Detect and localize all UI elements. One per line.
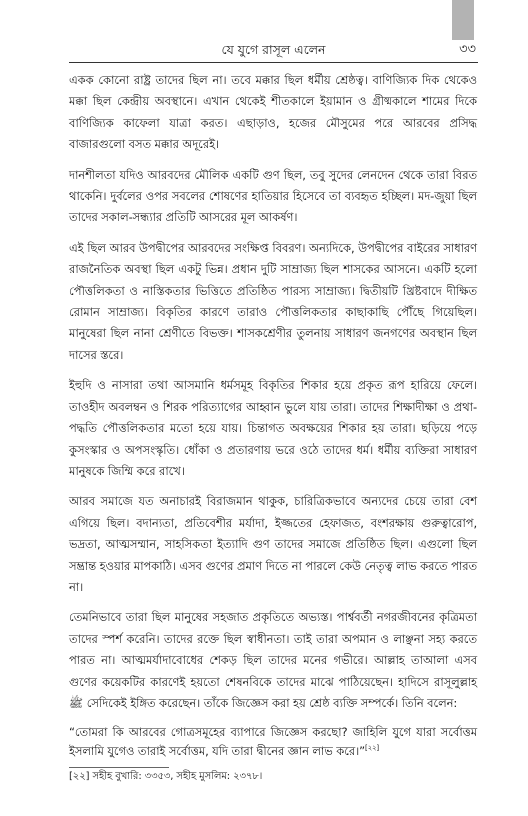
paragraph-5: আরব সমাজে যত অনাচারই বিরাজমান থাকুক, চারিত্রিকভাবে অন্যদের চেয়ে তারা বেশ এগিয়ে ছিল। বদান্যতা, প্রতিবেশীর মর্যাদা, ইজ্জতের হেফাজত, বংশরক্ষায় গুরুত্বারোপ, ভদ্রতা, আত্মসম্মান, সাহসিকতা ইত্যাদি গুণ তাদের সমাজে প্রতিষ্ঠিত ছিল। এগুলো ছিল সম্ভ্রান্ত হওয়ার মাপকাঠি। এসব গুণের প্রমাণ দিতে না পারলে কেউ নেতৃত্ব লাভ করতে পারত না। [69, 494, 477, 594]
hadith-quote-text: “তোমরা কি আরবের গোত্রসমূহের ব্যাপারে জিজ্ঞেস করছো? জাহিলি যুগে যারা সর্বোত্তম ইসলামি যুগেও তারাই সর্বোত্তম, যদি তারা দ্বীনের জ্ঞান লাভ করে।” [69, 725, 477, 759]
chapter-thumb-tab [452, 0, 474, 40]
hadith-quote [69, 723, 477, 761]
paragraph-1: একক কোনো রাষ্ট্র তাদের ছিল না। তবে মক্কার ছিল ধর্মীয় শ্রেষ্ঠত্ব। বাণিজ্যিক দিক থেকেও মক্কা ছিল কেন্দ্রীয় অবস্থানে। এখান থেকেই শীতকালে ইয়ামান ও গ্রীষ্মকালে শামের দিকে বাণিজ্যিক কাফেলা যাত্রা করত। এছাড়াও, হজের মৌসুমের পরে আরবের প্রসিদ্ধ বাজারগুলো বসত মক্কার অদূরেই। [69, 73, 477, 152]
paragraph-2: দানশীলতা যদিও আরবদের মৌলিক একটি গুণ ছিল, তবু সুদের লেনদেন থেকে তারা বিরত থাকেনি। দুর্বলের ওপর সবলের শোষণের হাতিয়ার হিসেবে তা ব্যবহৃত হচ্ছিল। মদ-জুয়া ছিল তাদের সকাল-সন্ধ্যার প্রতিটি আসরের মূল আকর্ষণ। [69, 167, 477, 225]
paragraph-4: ইহুদি ও নাসারা তথা আসমানি ধর্মসমূহ বিকৃতির শিকার হয়ে প্রকৃত রূপ হারিয়ে ফেলে। তাওহীদ অবলম্বন ও শিরক পরিত্যাগের আহ্বান ভুলে যায় তারা। তাদের শিক্ষাদীক্ষা ও প্রথা-পদ্ধতি পৌত্তলিকতার মতো হয়ে যায়। চিন্তাগত অবক্ষয়ের শিকার হয় তারা। ছড়িয়ে পড়ে কুসংস্কার ও অপসংস্কৃতি। ধোঁকা ও প্রতারণায় ভরে ওঠে তাদের ধর্ম। ধর্মীয় ব্যক্তিরা সাধারণ মানুষকে জিম্মি করে রাখে। [69, 378, 477, 478]
paragraph-6: তেমনিভাবে তারা ছিল মানুষের সহজাত প্রকৃতিতে অভ্যস্ত। পার্শ্ববর্তী নগরজীবনের কৃত্রিমতা তাদের স্পর্শ করেনি। তাদের রক্তে ছিল স্বাধীনতা। তাই তারা অপমান ও লাঞ্ছনা সহ্য করতে পারত না। আত্মমর্যাদাবোধের শেকড় ছিল তাদের মনের গভীরে। আল্লাহ তাআলা এসব গুণের কয়েকটির কারণেই হয়তো শেষনবিকে তাদের মাঝে পাঠিয়েছেন। হাদিসে রাসূলুল্লাহ ﷺ সেদিকেই ইঙ্গিত করেছেন। তাঁকে জিজ্ঞেস করা হয় শ্রেষ্ঠ ব্যক্তি সম্পর্কে। তিনি বলেন: [69, 610, 477, 710]
running-header [69, 40, 478, 62]
footnote-reference[interactable]: [২২] [364, 744, 379, 753]
footnote: [২২] সহীহ বুখারি: ৩৩৫৩, সহীহ মুসলিম: ২৩৭৮। [69, 771, 263, 782]
paragraph-3: এই ছিল আরব উপদ্বীপের আরবদের সংক্ষিপ্ত বিবরণ। অন্যদিকে, উপদ্বীপের বাইরের সাধারণ রাজনৈতিক অবস্থা ছিল একটু ভিন্ন। প্রধান দুটি সাম্রাজ্য ছিল শাসকের আসনে। একটি হলো পৌত্তলিকতা ও নাস্তিকতার ভিত্তিতে প্রতিষ্ঠিত পারস্য সাম্রাজ্য। দ্বিতীয়টি খ্রিষ্টবাদে দীক্ষিত রোমান সাম্রাজ্য। বিকৃতির কারণে তারাও পৌত্তলিকতার কাছাকাছি পৌঁছে গিয়েছিল। মানুষেরা ছিল নানা শ্রেণীতে বিভক্ত। শাসকশ্রেণীর তুলনায় সাধারণ জনগণের অবস্থান ছিল দাসের স্তরে। [69, 240, 477, 362]
body-text [69, 70, 477, 761]
header-rule [69, 62, 478, 63]
running-title: যে যুগে রাসূল এলেন [221, 42, 326, 57]
footnote-rule [69, 767, 169, 768]
page-number: ৩৩ [459, 42, 476, 57]
